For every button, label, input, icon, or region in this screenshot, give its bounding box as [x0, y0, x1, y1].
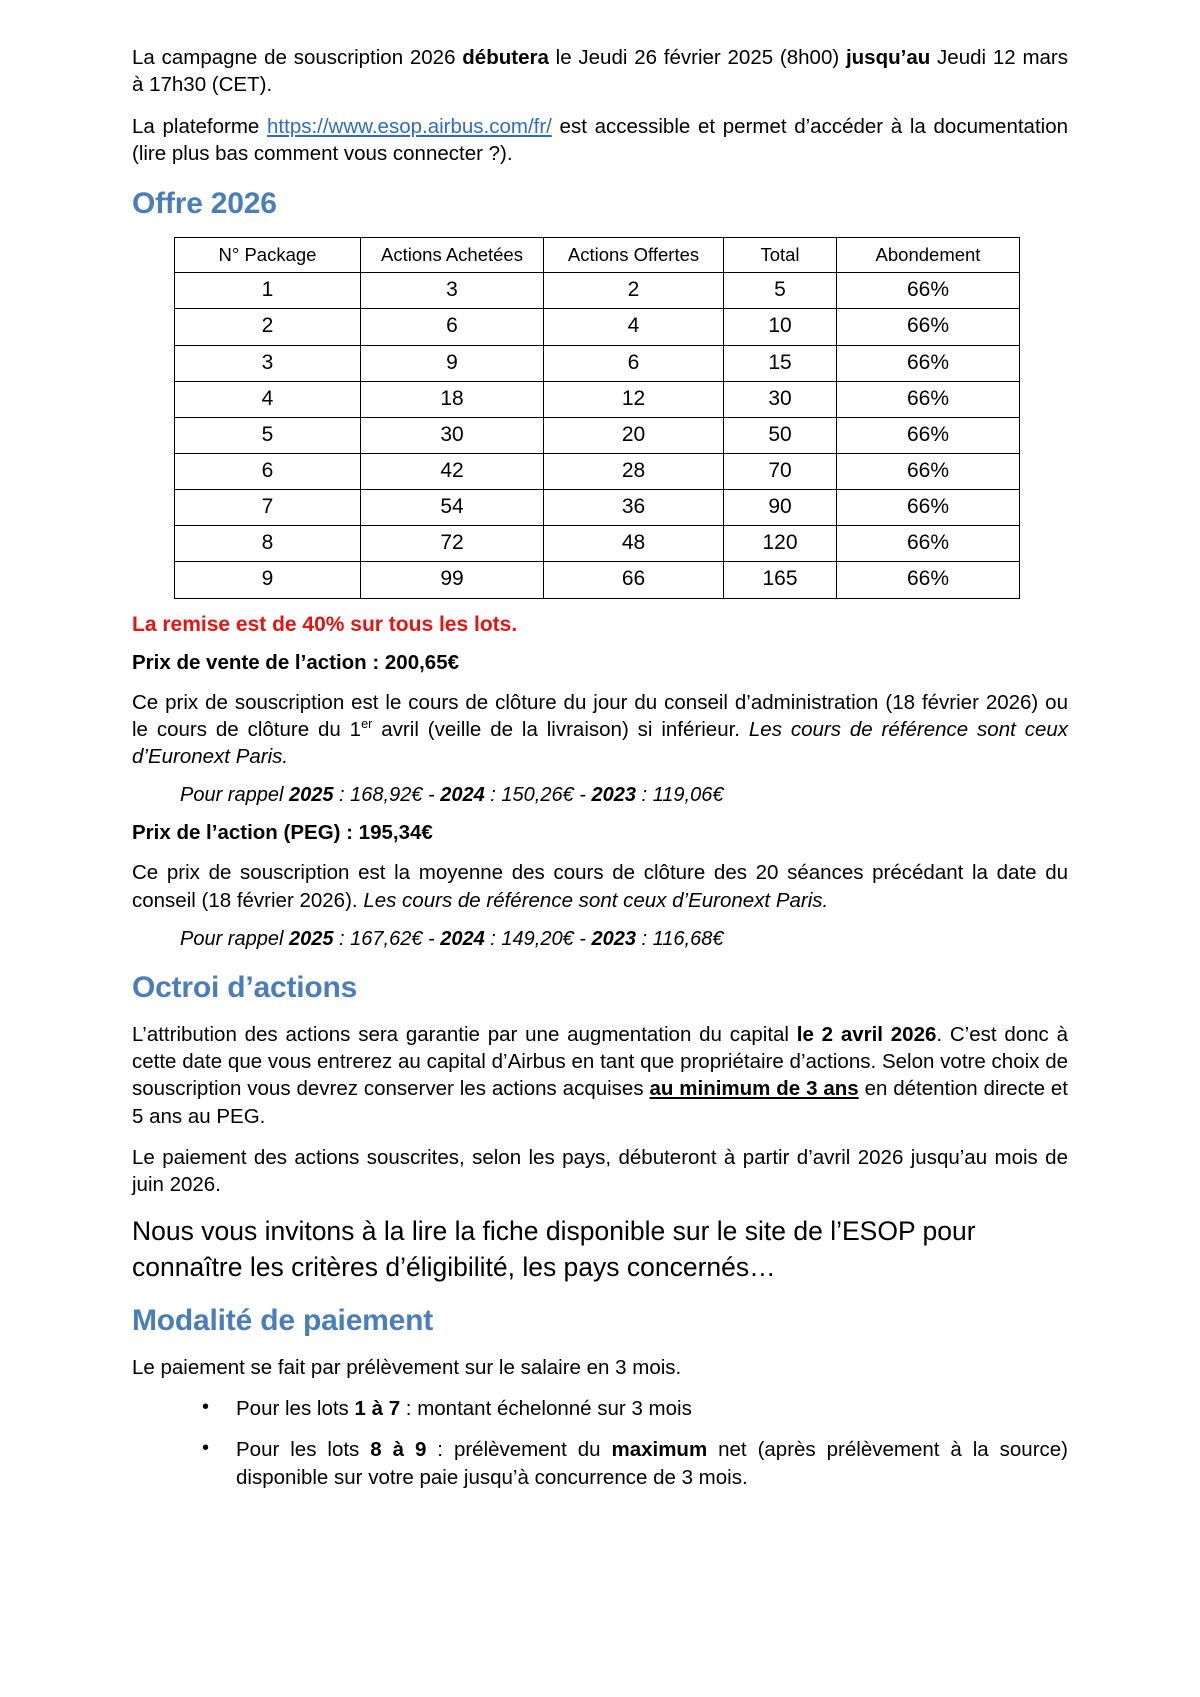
rappel-peg-year-2024: 2024 [440, 927, 485, 950]
cell-package: 1 [175, 273, 361, 309]
esop-platform-link[interactable]: https://www.esop.airbus.com/fr/ [267, 114, 552, 138]
table-row [175, 309, 1020, 345]
peg-price-description [132, 859, 1068, 914]
cell-offertes: 28 [544, 453, 724, 489]
rappel-year-2023: 2023 [591, 784, 636, 807]
cell-package: 5 [175, 417, 361, 453]
table-row [175, 417, 1020, 453]
cell-offertes: 66 [544, 562, 724, 598]
peg-price-text-1: Ce prix de souscription est la moyenne des cours de clôture des 20 séances précédant la date du conseil (18 février 2026). [132, 861, 1068, 912]
table-row [175, 562, 1020, 598]
cell-achetees: 54 [361, 490, 544, 526]
intro-text-3: Jeudi 12 mars à 17h30 (CET). [132, 46, 1068, 97]
rappel-value-2024: : 150,26€ - [484, 784, 592, 807]
cell-abondement: 66% [837, 490, 1020, 526]
rappel-peg-year-2023: 2023 [591, 927, 636, 950]
cell-offertes: 20 [544, 417, 724, 453]
cell-achetees: 9 [361, 345, 544, 381]
cell-achetees: 6 [361, 309, 544, 345]
cell-abondement: 66% [837, 562, 1020, 598]
platform-text-1: La plateforme [132, 114, 268, 138]
sale-price-description [132, 689, 1068, 771]
column-header-package: N° Package [175, 238, 361, 273]
column-header-actions-achetees: Actions Achetées [361, 238, 544, 273]
rappel-value-2023: : 119,06€ [635, 784, 724, 807]
cell-offertes: 6 [544, 345, 724, 381]
sale-price-history [132, 784, 1068, 807]
rappel-value-2025: : 168,92€ - [333, 784, 441, 807]
octroi-text-2: . C’est donc à cette date que vous entrerez au capital d’Airbus en tant que propriétaire d’actions. Selon votre choix de souscription vous devrez conserver les actions acquises [132, 1022, 1068, 1101]
cell-package: 3 [175, 345, 361, 381]
cell-achetees: 72 [361, 526, 544, 562]
intro-paragraph-campaign [132, 44, 1068, 99]
bullet2-text-3: net (après prélèvement à la source) disponible sur votre paie jusqu’à concurrence de 3 mois. [236, 1438, 1068, 1489]
octroi-text-3: en détention directe et 5 ans au PEG. [132, 1077, 1068, 1128]
offer-packages-table [174, 237, 1020, 599]
heading-modalite-paiement: Modalité de paiement [132, 1303, 434, 1337]
intro-paragraph-platform [132, 113, 1068, 168]
bullet2-bold-range: 8 à 9 [370, 1438, 427, 1462]
cell-abondement: 66% [837, 526, 1020, 562]
cell-total: 50 [724, 417, 837, 453]
column-header-total: Total [724, 238, 837, 273]
column-header-abondement: Abondement [837, 238, 1020, 273]
rappel-peg-value-2024: : 149,20€ - [484, 927, 592, 950]
octroi-bold-date: le 2 avril 2026 [796, 1022, 937, 1046]
heading-octroi-actions: Octroi d’actions [132, 970, 358, 1004]
bullet1-text-1: Pour les lots [236, 1397, 355, 1421]
cell-achetees: 30 [361, 417, 544, 453]
peg-price-label: Prix de l’action (PEG) : 195,34€ [132, 821, 433, 845]
table-row [175, 345, 1020, 381]
cell-offertes: 2 [544, 273, 724, 309]
cell-offertes: 4 [544, 309, 724, 345]
rappel-lead: Pour rappel [180, 784, 289, 807]
table-body [175, 273, 1020, 598]
table-row [175, 381, 1020, 417]
column-header-actions-offertes: Actions Offertes [544, 238, 724, 273]
octroi-text-1: L’attribution des actions sera garantie par une augmentation du capital [132, 1022, 797, 1046]
cell-achetees: 42 [361, 453, 544, 489]
document-content [132, 44, 1068, 1491]
cell-package: 4 [175, 381, 361, 417]
cell-package: 7 [175, 490, 361, 526]
cell-total: 90 [724, 490, 837, 526]
peg-price-history [132, 928, 1068, 951]
rappel-year-2025: 2025 [288, 784, 334, 807]
cell-total: 10 [724, 309, 837, 345]
payment-intro: Le paiement se fait par prélèvement sur le salaire en 3 mois. [132, 1355, 682, 1379]
rappel-peg-year-2025: 2025 [288, 927, 334, 950]
cell-package: 6 [175, 453, 361, 489]
intro-text-1: La campagne de souscription 2026 [132, 46, 463, 69]
cell-package: 2 [175, 309, 361, 345]
octroi-paragraph-attribution [132, 1021, 1068, 1130]
bullet2-text-2: : prélèvement du [426, 1438, 612, 1462]
cell-achetees: 18 [361, 381, 544, 417]
bullet1-bold-range: 1 à 7 [354, 1397, 401, 1421]
cell-package: 9 [175, 562, 361, 598]
sale-price-text-2: avril (veille de la livraison) si inférieur. [372, 717, 749, 741]
intro-bold-debutera: débutera [462, 46, 549, 69]
ordinal-suffix-er: er [361, 715, 373, 731]
platform-text-2: est accessible et permet d’accéder à la documentation (lire plus bas comment vous connecter ?). [132, 114, 1068, 165]
table-row [175, 273, 1020, 309]
bullet2-text-1: Pour les lots [236, 1438, 371, 1462]
list-item [202, 1395, 1068, 1422]
table-header-row [175, 238, 1020, 273]
peg-price-euronext-note: Les cours de référence sont ceux d’Euronext Paris. [363, 888, 829, 912]
table-row [175, 490, 1020, 526]
sale-price-label: Prix de vente de l’action : 200,65€ [132, 650, 460, 674]
cell-offertes: 36 [544, 490, 724, 526]
cell-abondement: 66% [837, 345, 1020, 381]
octroi-paragraph-payment-period: Le paiement des actions souscrites, selon les pays, débuteront à partir d’avril 2026 jusqu’au mois de juin 2026. [132, 1145, 1068, 1197]
esop-invitation-statement: Nous vous invitons à la lire la fiche disponible sur le site de l’ESOP pour connaître les critères d’éligibilité, les pays concernés… [132, 1216, 976, 1283]
table-row [175, 526, 1020, 562]
cell-abondement: 66% [837, 381, 1020, 417]
cell-abondement: 66% [837, 273, 1020, 309]
cell-total: 5 [724, 273, 837, 309]
rappel-peg-value-2023: : 116,68€ [635, 927, 724, 950]
intro-text-2: le Jeudi 26 février 2025 (8h00) [548, 46, 846, 69]
bullet2-bold-maximum: maximum [611, 1438, 708, 1462]
rappel-year-2024: 2024 [440, 784, 485, 807]
octroi-underline-minimum: au minimum de 3 ans [649, 1077, 859, 1101]
cell-total: 120 [724, 526, 837, 562]
cell-achetees: 3 [361, 273, 544, 309]
table-row [175, 453, 1020, 489]
cell-total: 70 [724, 453, 837, 489]
cell-achetees: 99 [361, 562, 544, 598]
sale-price-text-1: Ce prix de souscription est le cours de clôture du jour du conseil d’administration (18 février 2026) ou le cours de clôture du 1 [132, 690, 1068, 741]
cell-abondement: 66% [837, 309, 1020, 345]
payment-conditions-list [132, 1395, 1068, 1491]
rappel-peg-lead: Pour rappel [180, 927, 289, 950]
cell-offertes: 48 [544, 526, 724, 562]
cell-total: 30 [724, 381, 837, 417]
rappel-peg-value-2025: : 167,62€ - [333, 927, 441, 950]
cell-total: 15 [724, 345, 837, 381]
sale-price-euronext-note: Les cours de référence sont ceux d’Euronext Paris. [132, 717, 1068, 769]
list-item [202, 1436, 1068, 1491]
intro-bold-jusquau: jusqu’au [845, 46, 931, 69]
cell-abondement: 66% [837, 417, 1020, 453]
bullet1-text-2: : montant échelonné sur 3 mois [400, 1397, 692, 1421]
cell-package: 8 [175, 526, 361, 562]
heading-offre-2026: Offre 2026 [132, 187, 277, 220]
cell-offertes: 12 [544, 381, 724, 417]
cell-abondement: 66% [837, 453, 1020, 489]
discount-notice: La remise est de 40% sur tous les lots. [132, 612, 518, 636]
cell-total: 165 [724, 562, 837, 598]
